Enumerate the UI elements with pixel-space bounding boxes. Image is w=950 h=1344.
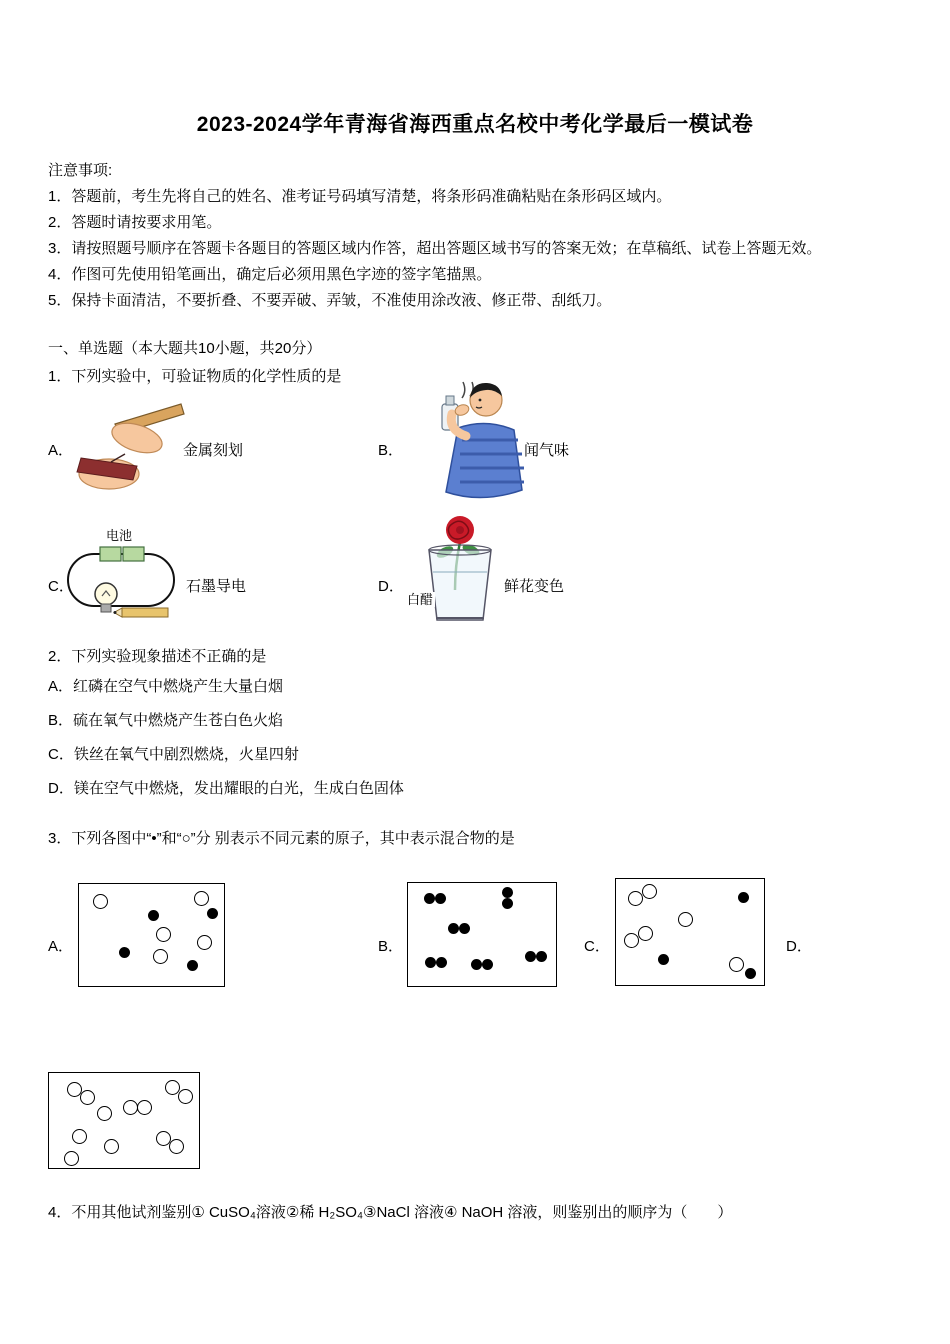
- q1-option-a-label: A．: [48, 442, 74, 459]
- open-atom: [194, 891, 209, 906]
- q1-option-b-caption: 闻气味: [524, 442, 570, 459]
- graphite-circuit-illustration: [62, 520, 180, 620]
- open-atom: [624, 933, 639, 948]
- notice-item: 3．请按照题号顺序在答题卡各题目的答题区域内作答，超出答题区域书写的答案无效；在草稿纸、试卷上答题无效。: [48, 240, 822, 257]
- open-atom: [67, 1082, 82, 1097]
- open-atom: [642, 884, 657, 899]
- open-atom: [97, 1106, 112, 1121]
- q3-option-b-label: B．: [378, 938, 404, 955]
- q1-figure-area: [48, 390, 902, 634]
- q2-option-d: D．镁在空气中燃烧，发出耀眼的白光，生成白色固体: [48, 780, 404, 797]
- q1-stem: 1．下列实验中，可验证物质的化学性质的是: [48, 368, 342, 385]
- filled-atom: [471, 959, 482, 970]
- notice-section: [48, 158, 902, 314]
- notice-item: 1．答题前，考生先将自己的姓名、准考证号码填写清楚，将条形码准确粘贴在条形码区域内。: [48, 188, 672, 205]
- battery-label: 电池: [106, 528, 133, 543]
- graphite-circuit-figure: [62, 520, 180, 620]
- filled-atom: [482, 959, 493, 970]
- filled-atom: [536, 951, 547, 962]
- q3-option-c-label: C．: [584, 938, 610, 955]
- q3-option-d-label: D．: [786, 938, 812, 955]
- open-atom: [156, 1131, 171, 1146]
- q1-option-c-label: C．: [48, 578, 74, 595]
- open-atom: [72, 1129, 87, 1144]
- exam-title: 2023-2024学年青海省海西重点名校中考化学最后一模试卷: [196, 113, 754, 136]
- filled-atom: [658, 954, 669, 965]
- flower-vinegar-figure: [405, 514, 500, 628]
- filled-atom: [187, 960, 198, 971]
- open-atom: [153, 949, 168, 964]
- filled-atom: [745, 968, 756, 979]
- open-atom: [165, 1080, 180, 1095]
- filled-atom: [448, 923, 459, 934]
- q1-option-d-caption: 鲜花变色: [504, 578, 565, 595]
- open-atom: [197, 935, 212, 950]
- filled-atom: [148, 910, 159, 921]
- filled-atom: [525, 951, 536, 962]
- molecule-box-c: [615, 878, 765, 986]
- metal-scratch-figure: [75, 400, 185, 495]
- smell-gas-figure: [418, 374, 526, 502]
- open-atom: [156, 927, 171, 942]
- open-atom: [178, 1089, 193, 1104]
- molecule-box-a: [78, 883, 225, 987]
- q2-stem: 2．下列实验现象描述不正确的是: [48, 648, 267, 665]
- open-atom: [123, 1100, 138, 1115]
- q1-option-b-label: B．: [378, 442, 404, 459]
- open-atom: [137, 1100, 152, 1115]
- q3-figure-area: [48, 860, 902, 1172]
- q1-option-c-caption: 石墨导电: [186, 578, 247, 595]
- filled-atom: [459, 923, 470, 934]
- notice-item: 2．答题时请按要求用笔。: [48, 214, 222, 231]
- open-atom: [80, 1090, 95, 1105]
- q2-option-a: A．红磷在空气中燃烧产生大量白烟: [48, 678, 284, 695]
- q1-option-a-caption: 金属刻划: [183, 442, 244, 459]
- q2-option-c: C．铁丝在氧气中剧烈燃烧，火星四射: [48, 746, 299, 763]
- filled-atom: [436, 957, 447, 968]
- open-atom: [729, 957, 744, 972]
- molecule-box-d: [48, 1072, 200, 1169]
- filled-atom: [738, 892, 749, 903]
- q2-option-b: B．硫在氧气中燃烧产生苍白色火焰: [48, 712, 284, 729]
- open-atom: [104, 1139, 119, 1154]
- notice-item: 4．作图可先使用铅笔画出，确定后必须用黑色字迹的签字笔描黑。: [48, 266, 492, 283]
- notice-header: 注意事项:: [48, 162, 113, 179]
- q1-option-d-label: D．: [378, 578, 404, 595]
- q3-option-a-label: A．: [48, 938, 74, 955]
- metal-scratch-illustration: [75, 400, 185, 495]
- filled-atom: [207, 908, 218, 919]
- filled-atom: [435, 893, 446, 904]
- flower-vinegar-illustration: [405, 514, 500, 628]
- filled-atom: [502, 898, 513, 909]
- vinegar-label: 白醋: [407, 592, 434, 607]
- molecule-box-b: [407, 882, 557, 987]
- filled-atom: [424, 893, 435, 904]
- filled-atom: [119, 947, 130, 958]
- open-atom: [64, 1151, 79, 1166]
- q3-stem: 3．下列各图中“•”和“○”分 别表示不同元素的原子，其中表示混合物的是: [48, 830, 515, 847]
- open-atom: [93, 894, 108, 909]
- filled-atom: [425, 957, 436, 968]
- open-atom: [169, 1139, 184, 1154]
- filled-atom: [502, 887, 513, 898]
- open-atom: [638, 926, 653, 941]
- open-atom: [628, 891, 643, 906]
- smell-gas-illustration: [418, 374, 526, 502]
- open-atom: [678, 912, 693, 927]
- section-one-heading: 一、单选题（本大题共10小题，共20分）: [48, 340, 322, 357]
- notice-item: 5．保持卡面清洁，不要折叠、不要弄破、弄皱，不准使用涂改液、修正带、刮纸刀。: [48, 292, 612, 309]
- q4-stem: 4．不用其他试剂鉴别① CuSO₄溶液②稀 H₂SO₄③NaCl 溶液④ NaOH 溶液，则鉴别出的顺序为（ ）: [48, 1204, 733, 1221]
